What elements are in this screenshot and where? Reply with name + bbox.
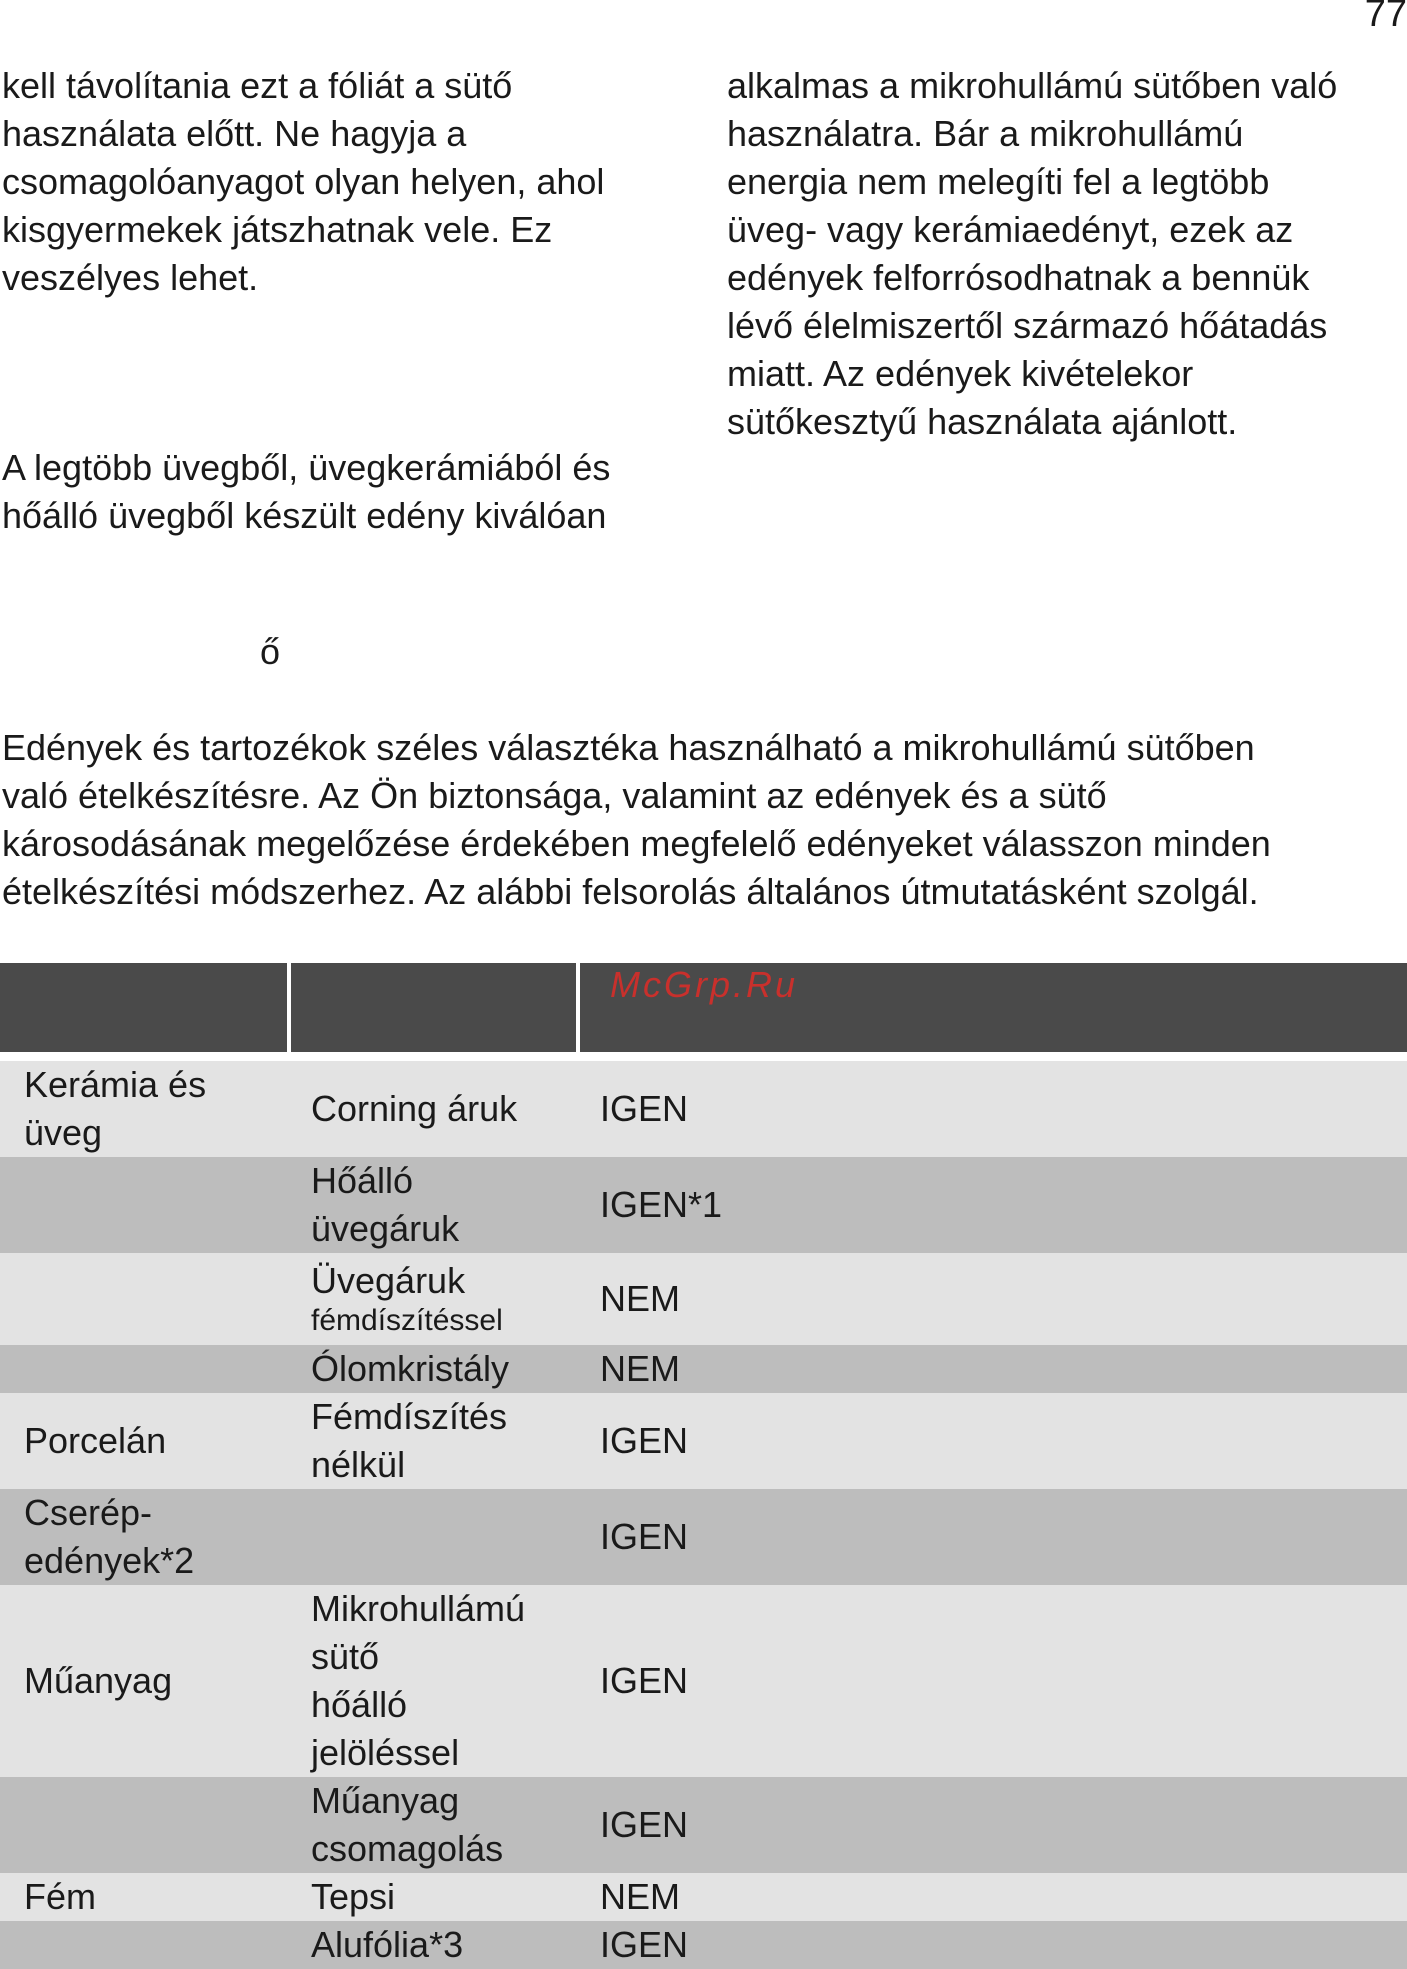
cell-allowed: IGEN [600, 1660, 689, 1701]
cell-item: Mikrohullámú sütő hőálló jelöléssel [311, 1588, 526, 1773]
cell-item [291, 1253, 576, 1345]
intro-paragraph: Edények és tartozékok széles választéka használható a mikrohullámú sütőben való ételkészítésre. Az Ön biztonsága, valamint az edények és a sütő károsodásának megelőzése érdekében megfelelő edényeket válasszon minden ételkészítési módszerhez. Az alábbi felsorolás általános útmutatásként szolgál. [2, 727, 1271, 912]
cell-item: Corning áruk [311, 1088, 518, 1129]
table-header [0, 963, 1407, 1052]
cell-item: Alufólia*3 [311, 1924, 464, 1965]
cell-item-note: fémdíszítéssel [311, 1304, 503, 1337]
table-row [0, 1393, 1407, 1489]
cookware-table [0, 963, 1407, 1969]
cell-material: Cserép- edények*2 [24, 1492, 195, 1581]
cell-allowed: IGEN [600, 1804, 689, 1845]
cell-material [0, 1253, 287, 1345]
right-column [727, 62, 1407, 446]
cell-item [291, 1489, 576, 1585]
cell-item: Hőálló üvegáruk [311, 1160, 460, 1249]
table-row [0, 1873, 1407, 1921]
cell-material: Fém [24, 1876, 96, 1917]
left-paragraph-2: A legtöbb üvegből, üvegkerámiából és hőálló üvegből készült edény kiválóan [2, 447, 611, 536]
cell-allowed: IGEN*1 [600, 1184, 723, 1225]
header-cell-allowed [580, 963, 1407, 1052]
cell-allowed: NEM [600, 1348, 680, 1389]
cell-material [0, 1345, 287, 1393]
right-paragraph-1: alkalmas a mikrohullámú sütőben való használatra. Bár a mikrohullámú energia nem melegíti fel a legtöbb üveg- vagy kerámiaedényt, ezek az edények felforrósodhatnak a bennük lévő élelmiszertől származó hőátadás miatt. Az edények kivételekor sütőkesztyű használata ajánlott. [727, 65, 1338, 442]
cell-allowed: NEM [600, 1278, 680, 1319]
cell-item: Ólomkristály [311, 1348, 510, 1389]
cell-allowed: IGEN [600, 1420, 689, 1461]
table-row [0, 1345, 1407, 1393]
cell-item-main: Üvegáruk [311, 1260, 466, 1301]
table-row [0, 1777, 1407, 1873]
cell-item: Tepsi [311, 1876, 396, 1917]
cell-allowed: IGEN [600, 1088, 689, 1129]
left-column [2, 62, 682, 302]
table-row [0, 1489, 1407, 1585]
cell-allowed: IGEN [600, 1924, 689, 1965]
left-paragraph-1: kell távolítania ezt a fóliát a sütő használata előtt. Ne hagyja a csomagolóanyagot olyan helyen, ahol kisgyermekek játszhatnak vele. Ez veszélyes lehet. [2, 65, 605, 298]
section-heading: ő [260, 631, 281, 672]
cell-material [0, 1777, 287, 1873]
table-row [0, 1157, 1407, 1253]
watermark: McGrp.Ru [610, 964, 799, 1005]
table-row [0, 1061, 1407, 1157]
cell-allowed: IGEN [600, 1516, 689, 1557]
cell-material: Porcelán [24, 1420, 167, 1461]
cell-allowed: NEM [600, 1876, 680, 1917]
cell-item: Műanyag csomagolás [311, 1780, 504, 1869]
header-cell-item [291, 963, 576, 1052]
cell-material: Műanyag [24, 1660, 173, 1701]
cell-material: Kerámia és üveg [24, 1064, 207, 1153]
header-cell-material [0, 963, 287, 1052]
cell-item: Fémdíszítés nélkül [311, 1396, 508, 1485]
table-row [0, 1253, 1407, 1345]
page-number: 77 [1364, 0, 1407, 35]
cell-material [0, 1157, 287, 1253]
table-row [0, 1585, 1407, 1777]
